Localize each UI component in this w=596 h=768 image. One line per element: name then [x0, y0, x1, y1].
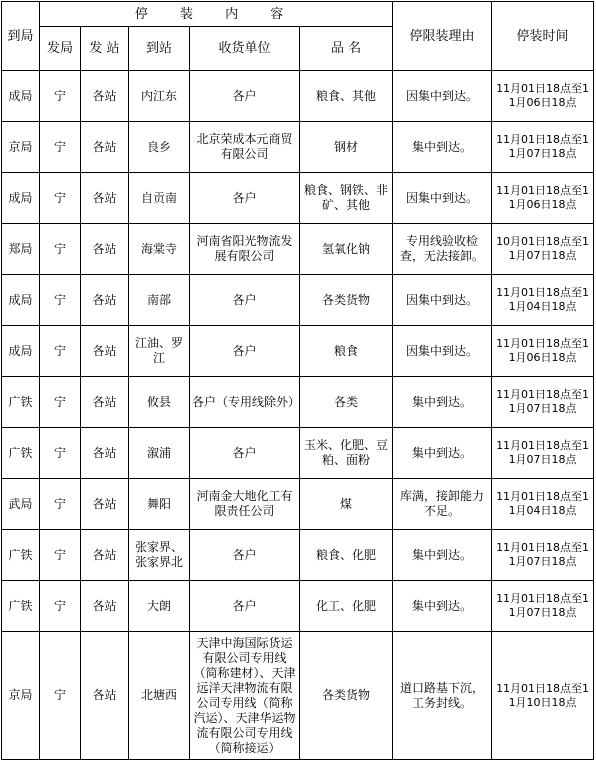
cell-time: 11月01日18点至11月07日18点 — [492, 581, 594, 632]
cell-faju: 宁 — [40, 581, 81, 632]
cell-pinming: 氢氧化钠 — [300, 224, 393, 275]
table-row — [2, 173, 594, 224]
cell-reason: 因集中到达。 — [393, 173, 492, 224]
header-faju: 发局 — [40, 27, 81, 71]
cell-time: 11月01日18点至11月07日18点 — [492, 122, 594, 173]
table-row — [2, 326, 594, 377]
table-body — [2, 71, 594, 760]
cell-daoju: 成局 — [2, 275, 40, 326]
cell-daozhan: 大朗 — [129, 581, 190, 632]
cell-fazhan: 各站 — [81, 326, 129, 377]
cell-faju: 宁 — [40, 71, 81, 122]
table-row — [2, 377, 594, 428]
cell-reason: 因集中到达。 — [393, 275, 492, 326]
table-row — [2, 632, 594, 760]
cell-pinming: 粮食、化肥 — [300, 530, 393, 581]
cell-fazhan: 各站 — [81, 71, 129, 122]
cell-reason: 道口路基下沉，工务封线。 — [393, 632, 492, 760]
cell-shouhuo: 河南金大地化工有限责任公司 — [190, 479, 300, 530]
cell-daoju: 郑局 — [2, 224, 40, 275]
cell-daoju: 成局 — [2, 71, 40, 122]
cell-reason: 集中到达。 — [393, 428, 492, 479]
cell-shouhuo: 各户（专用线除外） — [190, 377, 300, 428]
cell-time: 11月01日18点至11月06日18点 — [492, 326, 594, 377]
cell-daozhan: 海棠寺 — [129, 224, 190, 275]
cell-fazhan: 各站 — [81, 122, 129, 173]
cell-pinming: 粮食 — [300, 326, 393, 377]
header-daoju: 到局 — [2, 2, 40, 71]
cell-faju: 宁 — [40, 275, 81, 326]
table-row — [2, 122, 594, 173]
header-pinming: 品 名 — [300, 27, 393, 71]
cell-fazhan: 各站 — [81, 428, 129, 479]
table-row — [2, 581, 594, 632]
cell-pinming: 各类货物 — [300, 275, 393, 326]
header-daozhan: 到站 — [129, 27, 190, 71]
cell-pinming: 玉米、化肥、豆粕、面粉 — [300, 428, 393, 479]
cell-time: 11月01日18点至11月04日18点 — [492, 275, 594, 326]
cell-daozhan: 攸县 — [129, 377, 190, 428]
header-reason: 停限装理由 — [393, 2, 492, 71]
cell-daozhan: 自贡南 — [129, 173, 190, 224]
cell-time: 11月01日18点至11月07日18点 — [492, 530, 594, 581]
cell-reason: 集中到达。 — [393, 122, 492, 173]
cell-fazhan: 各站 — [81, 173, 129, 224]
cell-daozhan: 舞阳 — [129, 479, 190, 530]
cell-faju: 宁 — [40, 428, 81, 479]
cell-faju: 宁 — [40, 122, 81, 173]
cell-shouhuo: 河南省阳光物流发展有限公司 — [190, 224, 300, 275]
cell-reason: 因集中到达。 — [393, 71, 492, 122]
cell-daozhan: 张家界、张家界北 — [129, 530, 190, 581]
cell-time: 11月01日18点至11月10日18点 — [492, 632, 594, 760]
cell-fazhan: 各站 — [81, 377, 129, 428]
cell-daoju: 京局 — [2, 122, 40, 173]
cell-faju: 宁 — [40, 224, 81, 275]
cell-fazhan: 各站 — [81, 632, 129, 760]
cell-shouhuo: 各户 — [190, 71, 300, 122]
cell-daoju: 广铁 — [2, 530, 40, 581]
cell-pinming: 钢材 — [300, 122, 393, 173]
header-shouhuo: 收货单位 — [190, 27, 300, 71]
header-fazhan: 发 站 — [81, 27, 129, 71]
cell-daoju: 广铁 — [2, 581, 40, 632]
table-row — [2, 530, 594, 581]
cell-reason: 库满，接卸能力不足。 — [393, 479, 492, 530]
table-row — [2, 428, 594, 479]
cell-daozhan: 北塘西 — [129, 632, 190, 760]
cell-faju: 宁 — [40, 632, 81, 760]
cell-time: 11月01日18点至11月07日18点 — [492, 377, 594, 428]
cell-faju: 宁 — [40, 326, 81, 377]
cell-shouhuo: 北京荣成本元商贸有限公司 — [190, 122, 300, 173]
cell-pinming: 煤 — [300, 479, 393, 530]
cell-daozhan: 江油、罗江 — [129, 326, 190, 377]
cell-time: 11月01日18点至11月06日18点 — [492, 71, 594, 122]
cell-shouhuo: 各户 — [190, 581, 300, 632]
cell-faju: 宁 — [40, 479, 81, 530]
cell-daozhan: 良乡 — [129, 122, 190, 173]
cell-daoju: 武局 — [2, 479, 40, 530]
cell-daoju: 广铁 — [2, 428, 40, 479]
table-row — [2, 224, 594, 275]
cell-reason: 集中到达。 — [393, 581, 492, 632]
cell-faju: 宁 — [40, 530, 81, 581]
cell-shouhuo: 各户 — [190, 530, 300, 581]
cell-daozhan: 溆浦 — [129, 428, 190, 479]
cell-daoju: 成局 — [2, 326, 40, 377]
table-row — [2, 479, 594, 530]
cell-daozhan: 南部 — [129, 275, 190, 326]
cell-shouhuo: 各户 — [190, 428, 300, 479]
cell-reason: 集中到达。 — [393, 377, 492, 428]
cell-time: 11月01日18点至11月07日18点 — [492, 428, 594, 479]
cell-pinming: 粮食、其他 — [300, 71, 393, 122]
cell-shouhuo: 天津中海国际货运有限公司专用线（简称建材）、天津远洋天津物流有限公司专用线（简称汽运）、天津华运物流有限公司专用线（简称接运） — [190, 632, 300, 760]
cell-reason: 集中到达。 — [393, 530, 492, 581]
cell-reason: 专用线验收检查，无法接卸。 — [393, 224, 492, 275]
table-row — [2, 275, 594, 326]
restriction-table — [1, 1, 594, 760]
cell-fazhan: 各站 — [81, 275, 129, 326]
cell-pinming: 各类货物 — [300, 632, 393, 760]
cell-time: 10月01日18点至11月07日18点 — [492, 224, 594, 275]
cell-pinming: 化工、化肥 — [300, 581, 393, 632]
cell-daoju: 成局 — [2, 173, 40, 224]
table-row — [2, 71, 594, 122]
cell-pinming: 各类 — [300, 377, 393, 428]
header-time: 停装时间 — [492, 2, 594, 71]
cell-shouhuo: 各户 — [190, 275, 300, 326]
cell-fazhan: 各站 — [81, 581, 129, 632]
cell-daoju: 广铁 — [2, 377, 40, 428]
cell-faju: 宁 — [40, 173, 81, 224]
cell-reason: 因集中到达。 — [393, 326, 492, 377]
cell-shouhuo: 各户 — [190, 173, 300, 224]
header-group-content: 停 装 内 容 — [40, 2, 393, 27]
cell-daoju: 京局 — [2, 632, 40, 760]
cell-time: 11月01日18点至11月06日18点 — [492, 173, 594, 224]
cell-pinming: 粮食、钢铁、非矿、其他 — [300, 173, 393, 224]
cell-fazhan: 各站 — [81, 530, 129, 581]
cell-fazhan: 各站 — [81, 479, 129, 530]
cell-shouhuo: 各户 — [190, 326, 300, 377]
cell-daozhan: 内江东 — [129, 71, 190, 122]
cell-faju: 宁 — [40, 377, 81, 428]
cell-fazhan: 各站 — [81, 224, 129, 275]
cell-time: 11月01日18点至11月04日18点 — [492, 479, 594, 530]
